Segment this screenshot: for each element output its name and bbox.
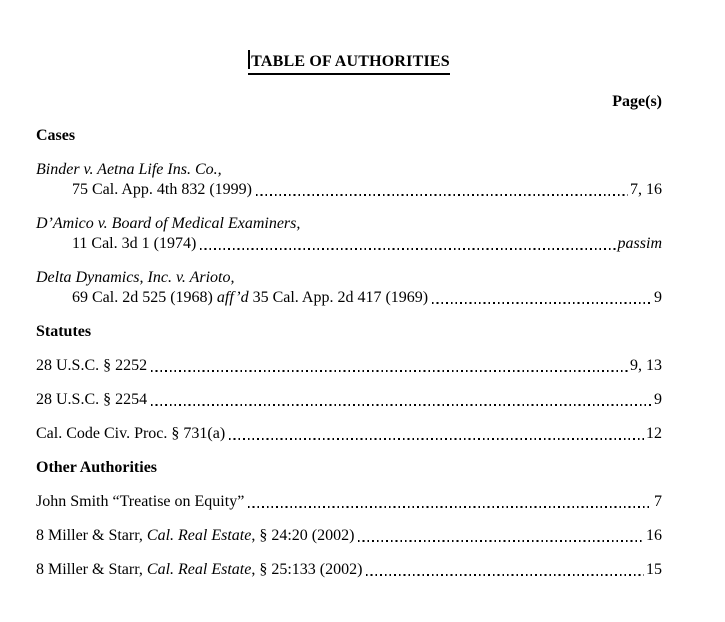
- citation-line: [36, 180, 662, 200]
- dot-leader: [151, 370, 628, 372]
- dot-leader: [229, 438, 644, 440]
- citation-line: [36, 526, 662, 546]
- citation-line: [36, 356, 662, 376]
- citation-line: [36, 234, 662, 254]
- entry-citation: 8 Miller & Starr, Cal. Real Estate, § 25:133 (2002): [36, 561, 363, 578]
- citation-line: [36, 424, 662, 444]
- dot-leader: [358, 540, 644, 542]
- entry-citation: John Smith “Treatise on Equity”: [36, 493, 245, 510]
- document-title-text: TABLE OF AUTHORITIES: [251, 53, 450, 70]
- citation-line: [36, 560, 662, 580]
- dot-leader: [366, 574, 644, 576]
- pages-column-header: Page(s): [612, 93, 662, 110]
- entry-citation: 8 Miller & Starr, Cal. Real Estate, § 24:20 (2002): [36, 527, 355, 544]
- toa-section: [36, 126, 662, 308]
- toa-entry: [36, 526, 662, 546]
- toa-entry: [36, 160, 662, 200]
- citation-line: [36, 390, 662, 410]
- entry-citation: 28 U.S.C. § 2254: [36, 391, 148, 408]
- document-title-row: [36, 50, 662, 75]
- toa-entry: [36, 424, 662, 444]
- entry-citation: 69 Cal. 2d 525 (1968) aff’d 35 Cal. App. 2d 417 (1969): [72, 289, 429, 306]
- entry-citation: 75 Cal. App. 4th 832 (1999): [72, 181, 252, 198]
- toa-entry: [36, 268, 662, 308]
- toa-entry: [36, 356, 662, 376]
- entry-page-numbers: 9, 13: [630, 357, 662, 374]
- entry-page-numbers: 12: [646, 425, 662, 442]
- toa-section: [36, 322, 662, 444]
- section-heading: Other Authorities: [36, 459, 158, 476]
- dot-leader: [151, 404, 652, 406]
- toa-entry: [36, 560, 662, 580]
- toa-section: [36, 458, 662, 580]
- entry-page-numbers: 7, 16: [630, 181, 662, 198]
- section-heading: Statutes: [36, 323, 92, 340]
- citation-line: [36, 288, 662, 308]
- citation-line: [36, 492, 662, 512]
- dot-leader: [256, 194, 628, 196]
- case-name: D’Amico v. Board of Medical Examiners,: [36, 215, 301, 232]
- entry-citation: Cal. Code Civ. Proc. § 731(a): [36, 425, 226, 442]
- entry-page-numbers: 9: [654, 289, 662, 306]
- case-name: Delta Dynamics, Inc. v. Arioto,: [36, 269, 235, 286]
- entry-page-numbers: passim: [617, 235, 662, 252]
- toa-sections: [36, 126, 662, 580]
- dot-leader: [200, 248, 615, 250]
- entry-page-numbers: 9: [654, 391, 662, 408]
- entry-page-numbers: 15: [646, 561, 662, 578]
- document-title: [248, 50, 450, 75]
- entry-page-numbers: 16: [646, 527, 662, 544]
- text-cursor-icon: [248, 50, 250, 69]
- entry-citation: 28 U.S.C. § 2252: [36, 357, 148, 374]
- section-heading: Cases: [36, 127, 76, 144]
- entry-citation: 11 Cal. 3d 1 (1974): [72, 235, 197, 252]
- dot-leader: [248, 506, 652, 508]
- entry-page-numbers: 7: [654, 493, 662, 510]
- toa-entry: [36, 390, 662, 410]
- toa-entry: [36, 214, 662, 254]
- dot-leader: [432, 302, 652, 304]
- toa-entry: [36, 492, 662, 512]
- case-name: Binder v. Aetna Life Ins. Co.,: [36, 161, 222, 178]
